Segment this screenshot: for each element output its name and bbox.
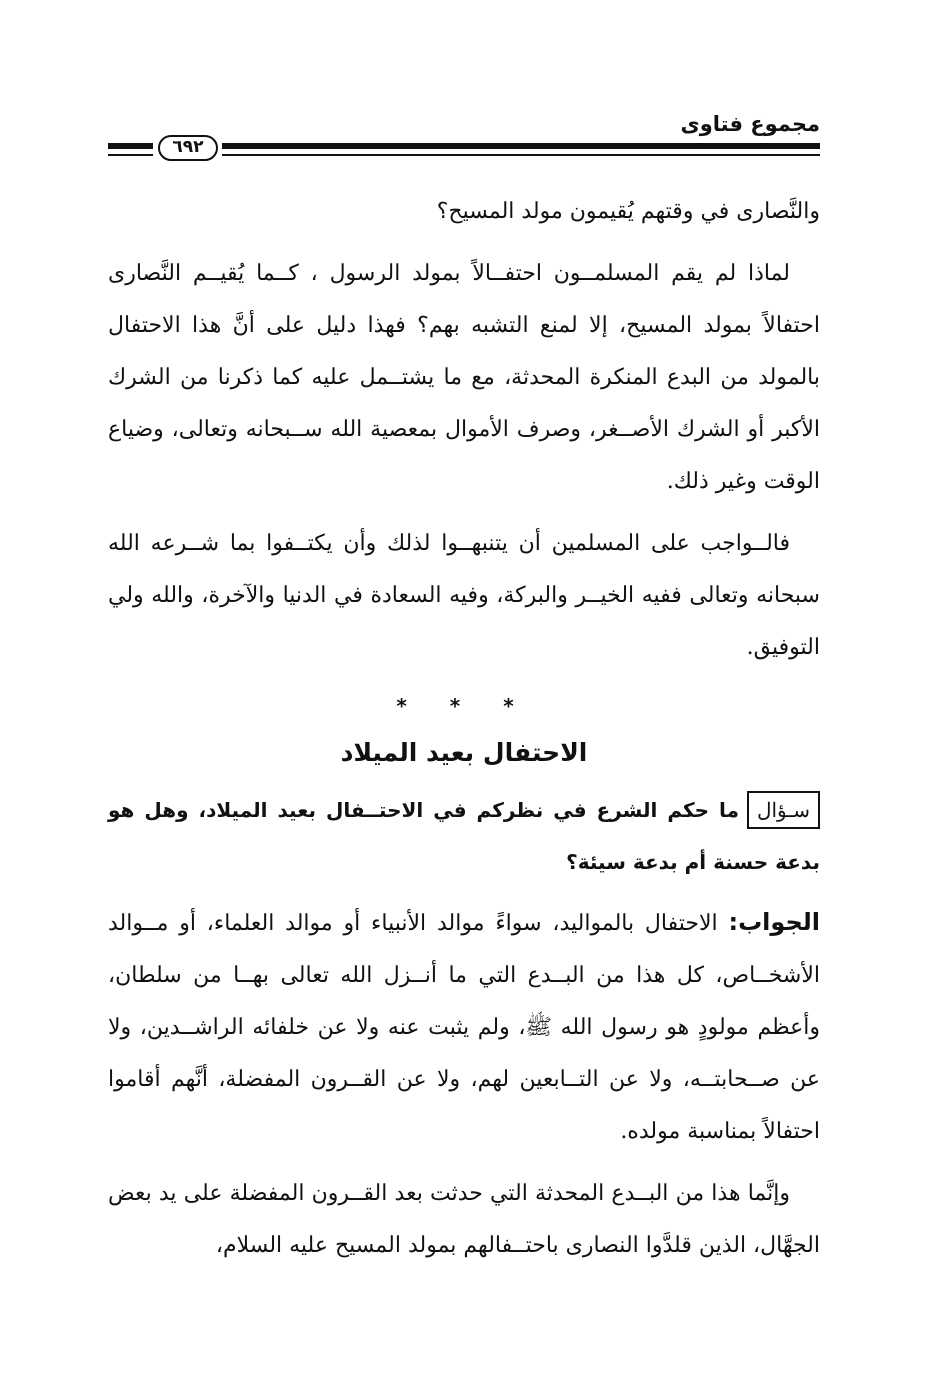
section-title: الاحتفال بعيد الميلاد	[340, 738, 588, 767]
paragraph-continuation: والنَّصارى في وقتهم يُقيمون مولد المسيح؟	[436, 199, 820, 224]
page-number: ٦٩٢	[158, 135, 218, 161]
answer	[108, 896, 820, 1158]
header-rule-thin	[222, 154, 820, 156]
answer-text: الاحتفال بالمواليد، سواءً موالد الأنبياء أو موالد العلماء، أو مــوالد الأشخــاص، كل هذا من البــدع التي ما أنــزل الله تعالى بهــا من سلطان، وأعظم مولودٍ هو رسول الله ﷺ، ولم يثبت عنه ولا عن خلفائه الراشــدين، ولا عن صــحابتــه، ولا عن التــابعين لهم، ولا عن القــرون المفضلة، أنَّهم أقاموا احتفالاً بمناسبة مولده.	[108, 911, 821, 1144]
question	[108, 784, 820, 888]
answer-label: الجواب:	[728, 908, 820, 936]
question-text: ما حكم الشرع في نظركم في الاحتــفال بعيد الميلاد، وهل هو بدعة حسنة أم بدعة سيئة؟	[108, 798, 820, 874]
header-rule-left-thick	[108, 143, 153, 149]
book-title: مجموع فتاوى	[680, 112, 820, 136]
page-header	[108, 112, 820, 172]
paragraph: وإنَّما هذا من البــدع المحدثة التي حدثت بعد القــرون المفضلة على يد بعض الجهَّال، الذين قلدَّوا النصارى باحتــفالهم بمولد المسيح عليه السلام،	[108, 1181, 820, 1258]
header-rule-thick	[222, 143, 820, 149]
paragraph: لماذا لم يقم المسلمــون احتفــالاً بمولد الرسول ، كــما يُقيــم النَّصارى احتفالاً بمولد المسيح، إلا لمنع التشبه بهم؟ فهذا دليل على أنَّ هذا الاحتفال بالمولد من البدع المنكرة المحدثة، مع ما يشتــمل عليه كما ذكرنا من الشرك الأكبر أو الشرك الأصــغر، وصرف الأموال بمعصية الله ســبحانه وتعالى، وضياع الوقت وغير ذلك.	[108, 261, 820, 494]
question-label-box: سـؤال	[747, 791, 820, 829]
section-separator: * * *	[396, 694, 532, 718]
header-rule-left-thin	[108, 154, 153, 156]
page-body	[108, 186, 820, 1282]
paragraph: فالــواجب على المسلمين أن يتنبهــوا لذلك وأن يكتــفوا بما شــرعه الله سبحانه وتعالى ففيه الخيــر والبركة، وفيه السعادة في الدنيا والآخرة، والله ولي التوفيق.	[108, 531, 820, 660]
